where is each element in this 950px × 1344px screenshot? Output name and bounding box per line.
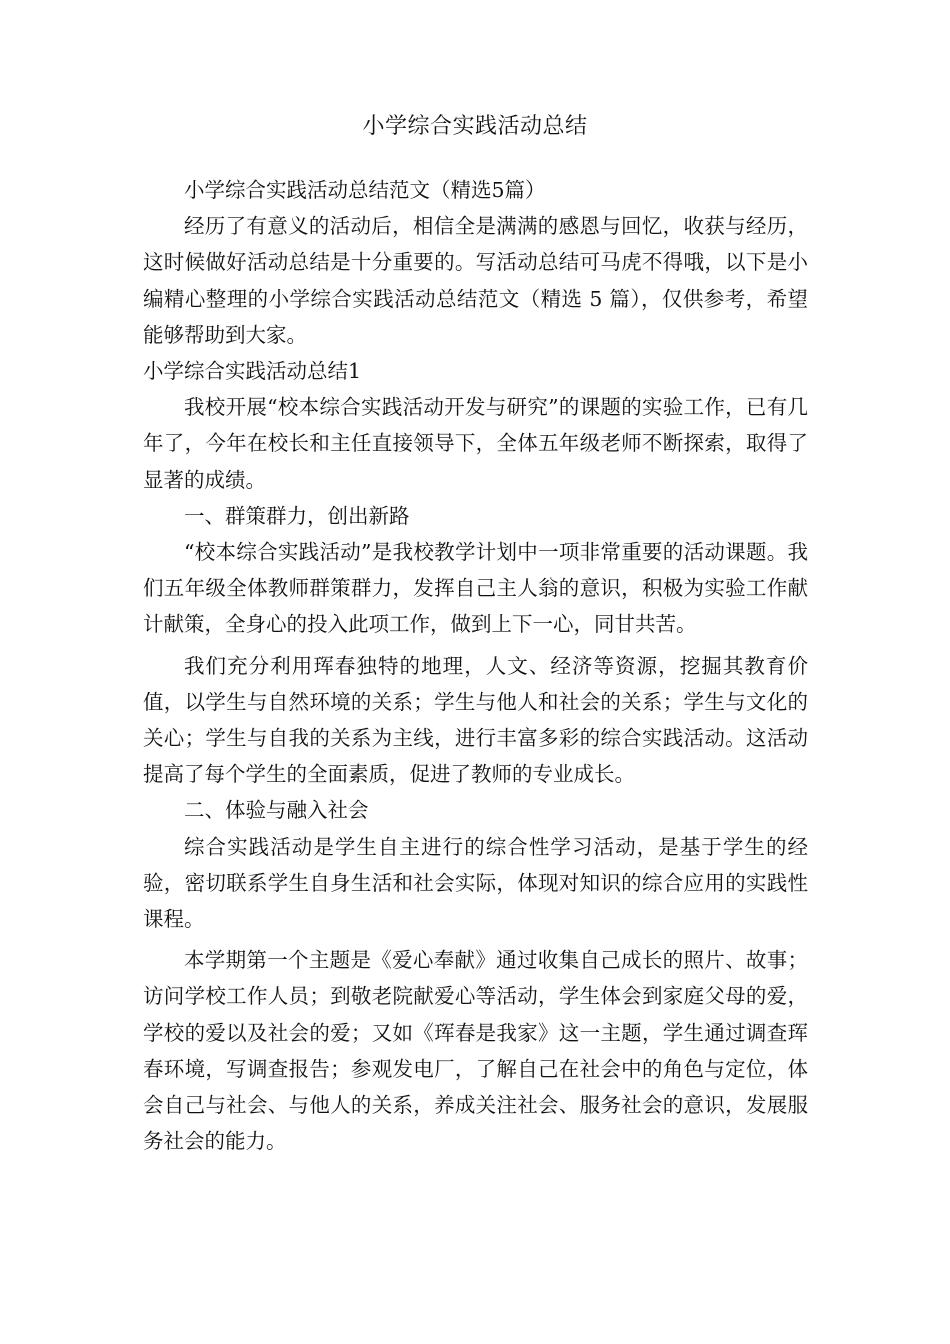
- subtitle-paragraph: 小学综合实践活动总结范文（精选5篇）: [184, 178, 546, 202]
- subheading-paragraph: 一、群策群力，创出新路: [184, 503, 410, 528]
- body-paragraph: 我校开展“校本综合实践活动开发与研究”的课题的实验工作，已有几年了，今年在校长和主任直接领导下，全体五年级老师不断探索，取得了显著的成绩。: [143, 395, 808, 492]
- body-paragraph: 综合实践活动是学生自主进行的综合性学习活动，是基于学生的经验，密切联系学生自身生活和社会实际，体现对知识的综合应用的实践性课程。: [143, 834, 808, 932]
- document-title: 小学综合实践活动总结: [362, 114, 588, 139]
- body-paragraph: 本学期第一个主题是《爱心奉献》通过收集自己成长的照片、故事；访问学校工作人员；到敬老院献爱心等活动，学生体会到家庭父母的爱，学校的爱以及社会的爱；又如《珲春是我家》这一主题，学生通过调查珲春环境，写调查报告；参观发电厂，了解自己在社会中的角色与定位，体会自己与社会、与他人的关系，养成关注社会、服务社会的意识，发展服务社会的能力。: [143, 948, 808, 1154]
- body-paragraph: “校本综合实践活动”是我校教学计划中一项非常重要的活动课题。我们五年级全体教师群策群力，发挥自己主人翁的意识，积极为实验工作献计献策，全身心的投入此项工作，做到上下一心，同甘共苦。: [143, 540, 808, 637]
- body-paragraph: 我们充分利用珲春独特的地理，人文、经济等资源，挖掘其教育价值，以学生与自然环境的关系；学生与他人和社会的关系；学生与文化的关心；学生与自我的关系为主线，进行丰富多彩的综合实践活动。这活动提高了每个学生的全面素质，促进了教师的专业成长。: [143, 653, 808, 787]
- document-body: [143, 172, 808, 1159]
- section-heading: 小学综合实践活动总结1: [143, 359, 362, 384]
- intro-paragraph: 经历了有意义的活动后，相信全是满满的感恩与回忆，收获与经历，这时候做好活动总结是十分重要的。写活动总结可马虎不得哦，以下是小编精心整理的小学综合实践活动总结范文（精选 5 篇），仅供参考，希望能够帮助到大家。: [143, 214, 808, 347]
- subheading-paragraph: 二、体验与融入社会: [184, 798, 369, 823]
